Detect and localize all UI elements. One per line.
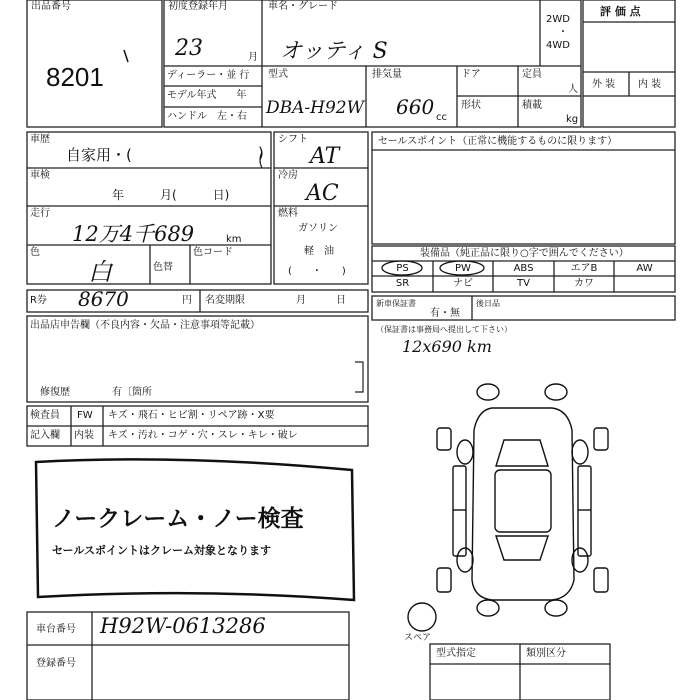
drive-separator: ・ bbox=[558, 27, 568, 38]
registration-label: 登録番号 bbox=[36, 658, 76, 669]
repair-label: 修復歴 bbox=[40, 387, 70, 398]
equip-airbag: エアB bbox=[570, 263, 598, 274]
fuel-paren: ( ・ ) bbox=[288, 266, 346, 277]
mileage-value: 12万4千689 bbox=[72, 222, 195, 246]
equipment-label: 装備品（純正品に限り○字で囲んでください） bbox=[420, 248, 629, 259]
equip-aw: AW bbox=[636, 263, 653, 274]
equip-navi: ナビ bbox=[453, 278, 473, 289]
car-name-label: 車名・グレード bbox=[268, 1, 338, 12]
load-label: 積載 bbox=[522, 100, 542, 111]
color-code-label: 色コード bbox=[193, 247, 233, 258]
handwritten-mileage-note: 12x690 km bbox=[402, 337, 492, 356]
inspector-label-2: 記入欄 bbox=[30, 430, 60, 441]
car-diagram-lines bbox=[408, 384, 608, 631]
fw-label: FW bbox=[77, 410, 93, 421]
equip-ps: PS bbox=[396, 263, 409, 274]
inspection-label: 車検 bbox=[30, 170, 50, 181]
ac-value: AC bbox=[306, 181, 339, 206]
warranty-note: （保証書は事務局へ提出して下さい） bbox=[376, 325, 512, 334]
equip-leather: カワ bbox=[574, 278, 594, 289]
stamp-subtitle: セールスポイントはクレーム対象となります bbox=[52, 544, 272, 557]
color-value: 白 bbox=[88, 258, 112, 286]
shift-label: シフト bbox=[278, 134, 308, 145]
shift-value: AT bbox=[310, 144, 340, 169]
shape-label: 形状 bbox=[461, 100, 481, 111]
equip-pw: PW bbox=[455, 263, 471, 274]
fuel-gas: ガソリン bbox=[298, 223, 338, 234]
declaration-label: 出品店申告欄（不良内容・欠品・注意事項等記載） bbox=[30, 320, 260, 331]
mileage-label: 走行 bbox=[30, 208, 50, 219]
sales-point-label: セールスポイント（正常に機能するものに限ります） bbox=[378, 136, 618, 147]
repair-value: 有〔箇所 bbox=[112, 387, 152, 398]
warranty-date-label: 後日品 bbox=[476, 299, 500, 308]
inspector-label-1: 検査員 bbox=[30, 410, 60, 421]
recycle-unit: 円 bbox=[182, 295, 192, 306]
displacement-unit: cc bbox=[436, 112, 447, 123]
drive-4wd: 4WD bbox=[546, 40, 570, 51]
history-value: 自家用・( bbox=[66, 146, 132, 164]
chassis-value: H92W-0613286 bbox=[100, 614, 266, 638]
drive-2wd: 2WD bbox=[546, 14, 570, 25]
color-label: 色 bbox=[30, 247, 40, 258]
capacity-label: 定員 bbox=[522, 69, 542, 80]
fw-items: キズ・飛石・ヒビ割・リペア跡・X要 bbox=[108, 410, 275, 421]
history-label: 車歴 bbox=[30, 134, 50, 145]
fuel-diesel: 軽 油 bbox=[304, 246, 334, 257]
first-registration-label: 初度登録年月 bbox=[168, 1, 228, 12]
lot-number-label: 出品番号 bbox=[31, 1, 71, 12]
recycle-label: R券 bbox=[30, 295, 47, 306]
door-label: ドア bbox=[461, 69, 481, 80]
equip-tv: TV bbox=[517, 278, 530, 289]
chassis-label: 車台番号 bbox=[36, 624, 76, 635]
load-unit: kg bbox=[566, 114, 579, 125]
equip-abs: ABS bbox=[513, 263, 534, 274]
history-close: ) bbox=[258, 144, 264, 162]
month-unit: 月 bbox=[248, 52, 258, 63]
spare-label: スペア bbox=[404, 633, 432, 643]
interior-label: 内 装 bbox=[638, 79, 662, 90]
model-year-label: モデル年式 年 bbox=[167, 90, 247, 101]
warranty-label: 新車保証書 bbox=[376, 299, 416, 308]
in-items: キズ・汚れ・コゲ・穴・スレ・キレ・破レ bbox=[108, 430, 298, 441]
handle-label: ハンドル 左・右 bbox=[167, 111, 247, 122]
stamp-title: ノークレーム・ノー検査 bbox=[52, 506, 304, 532]
capacity-unit: 人 bbox=[568, 84, 578, 95]
displacement-label: 排気量 bbox=[372, 69, 402, 80]
lot-number: 8201 bbox=[46, 62, 104, 92]
mileage-unit: km bbox=[226, 234, 242, 245]
inspection-fields: 年 月( 日) bbox=[112, 188, 230, 202]
ac-label: 冷房 bbox=[278, 170, 298, 181]
exterior-label: 外 装 bbox=[592, 79, 616, 90]
model-value: DBA-H92W bbox=[266, 98, 365, 118]
dealer-label: ディーラー・並 行 bbox=[167, 70, 250, 81]
first-registration-year: 23 bbox=[175, 36, 203, 61]
warranty-value: 有・無 bbox=[430, 308, 460, 319]
color-change-label: 色替 bbox=[153, 262, 173, 273]
in-label: 内装 bbox=[74, 430, 94, 441]
deadline-fields: 月 日 bbox=[296, 295, 346, 306]
equip-sr: SR bbox=[395, 278, 410, 289]
type-designation-label: 型式指定 bbox=[436, 648, 476, 659]
deadline-label: 名変期限 bbox=[205, 295, 245, 306]
class-label: 類別区分 bbox=[526, 648, 566, 659]
model-label: 型式 bbox=[268, 69, 288, 80]
displacement-value: 660 bbox=[396, 95, 435, 119]
fuel-label: 燃料 bbox=[278, 208, 298, 219]
rating-label: 評 価 点 bbox=[600, 5, 641, 18]
car-name-value: オッティ S bbox=[280, 39, 388, 64]
recycle-value: 8670 bbox=[78, 287, 129, 311]
